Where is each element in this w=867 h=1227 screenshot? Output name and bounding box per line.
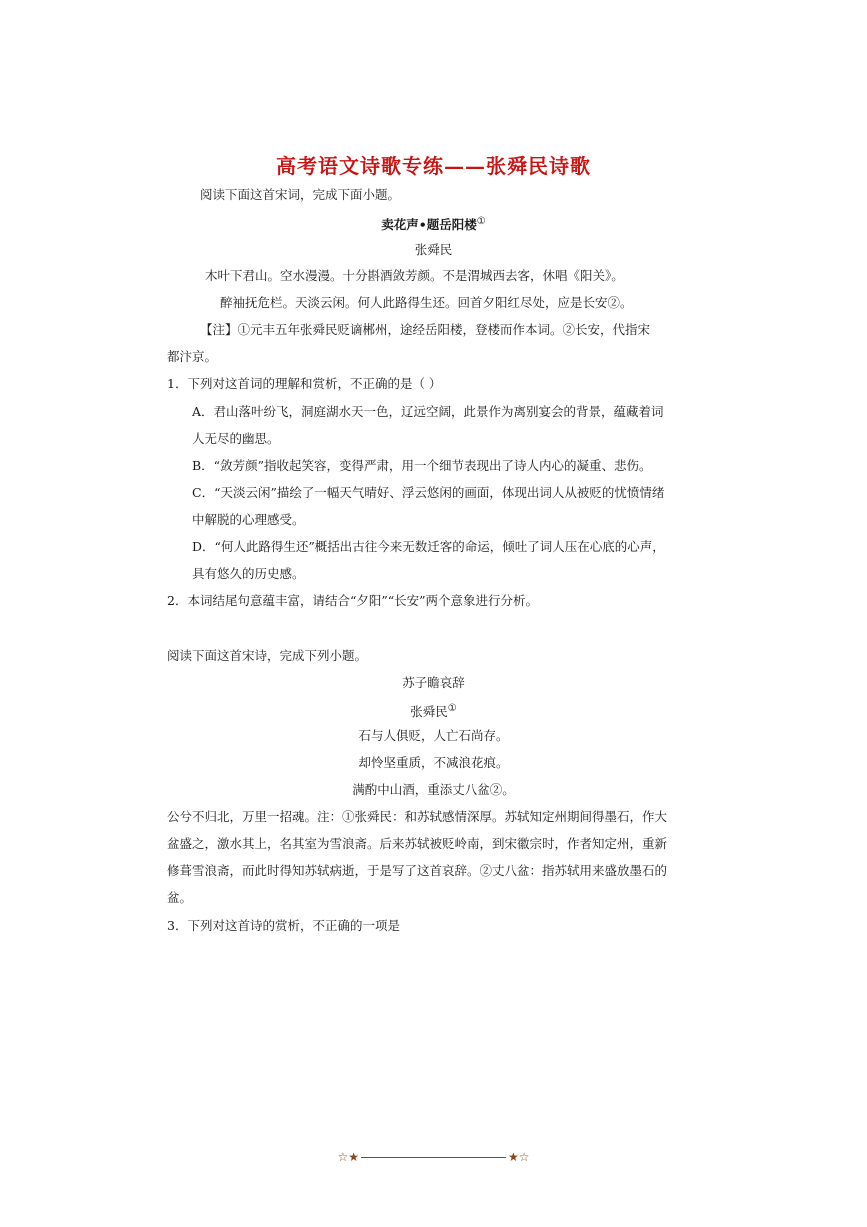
poem2-author-text: 张舜民 [410, 704, 448, 720]
question-1-stem: 1．下列对这首词的理解和赏析，不正确的是（ ） [167, 376, 442, 391]
poem2-note: 公兮不归北，万里一招魂。注：①张舜民：和苏轼感情深厚。苏轼知定州期间得墨石，作大 [167, 809, 668, 824]
q1-option-c-cont: 中解脱的心理感受。 [192, 512, 305, 527]
poem2-note: 盆。 [167, 890, 193, 905]
poem2-author [0, 701, 867, 720]
q1-option-c: C．“天淡云闲”描绘了一幅天气晴好、浮云悠闲的画面，体现出词人从被贬的忧愤情绪 [192, 485, 665, 500]
poem2-line: 满酌中山酒，重添丈八盆②。 [352, 782, 515, 797]
q1-option-d-cont: 具有悠久的历史感。 [192, 566, 305, 581]
poem2-line: 石与人俱贬，人亡石尚存。 [358, 728, 509, 743]
poem2-author-footnote: ① [447, 703, 457, 714]
footer-rule [361, 1157, 506, 1158]
poem2-line: 却怜坚重质，不减浪花痕。 [358, 755, 509, 770]
footer-stars-right: ★☆ [508, 1150, 530, 1164]
section2-intro: 阅读下面这首宋诗，完成下列小题。 [167, 648, 368, 663]
poem1-author: 张舜民 [414, 242, 453, 257]
poem2-note: 盆盛之，激水其上，名其室为雪浪斋。后来苏轼被贬岭南，到宋徽宗时，作者知定州，重新 [167, 836, 668, 851]
poem1-note-cont: 都汴京。 [167, 349, 218, 364]
poem1-title [0, 214, 867, 233]
poem1-line: 木叶下君山。空水漫漫。十分斟酒敛芳颜。不是渭城西去客，休唱《阳关》。 [205, 268, 624, 283]
poem1-note: 【注】①元丰五年张舜民贬谪郴州，途经岳阳楼，登楼而作本词。②长安，代指宋 [200, 322, 651, 337]
question-3-stem: 3．下列对这首诗的赏析，不正确的一项是 [167, 918, 400, 933]
section1-intro: 阅读下面这首宋词，完成下面小题。 [200, 187, 401, 202]
footer-ornament [0, 1150, 867, 1164]
poem1-title-text: 卖花声•题岳阳楼 [381, 217, 477, 233]
poem2-title: 苏子瞻哀辞 [402, 675, 465, 690]
poem1-title-footnote: ① [476, 216, 486, 227]
q1-option-a-cont: 人无尽的幽思。 [192, 431, 280, 446]
page-title: 高考语文诗歌专练——张舜民诗歌 [276, 154, 591, 178]
poem1-line: 醉袖抚危栏。天淡云闲。何人此路得生还。回首夕阳红尽处，应是长安②。 [220, 295, 633, 310]
q1-option-d: D．“何人此路得生还”概括出古往今来无数迁客的命运，倾吐了词人压在心底的心声， [192, 539, 665, 554]
question-2-stem: 2．本词结尾句意蕴丰富，请结合“夕阳”“长安”两个意象进行分析。 [167, 593, 539, 608]
q1-option-b: B．“敛芳颜”指收起笑容，变得严肃，用一个细节表现出了诗人内心的凝重、悲伤。 [192, 458, 652, 473]
footer-stars-left: ☆★ [337, 1150, 359, 1164]
q1-option-a: A．君山落叶纷飞，洞庭湖水天一色，辽远空阔，此景作为离别宴会的背景，蕴藏着词 [192, 404, 664, 419]
poem2-note: 修葺雪浪斋，而此时得知苏轼病逝，于是写了这首哀辞。②丈八盆：指苏轼用来盛放墨石的 [167, 863, 668, 878]
